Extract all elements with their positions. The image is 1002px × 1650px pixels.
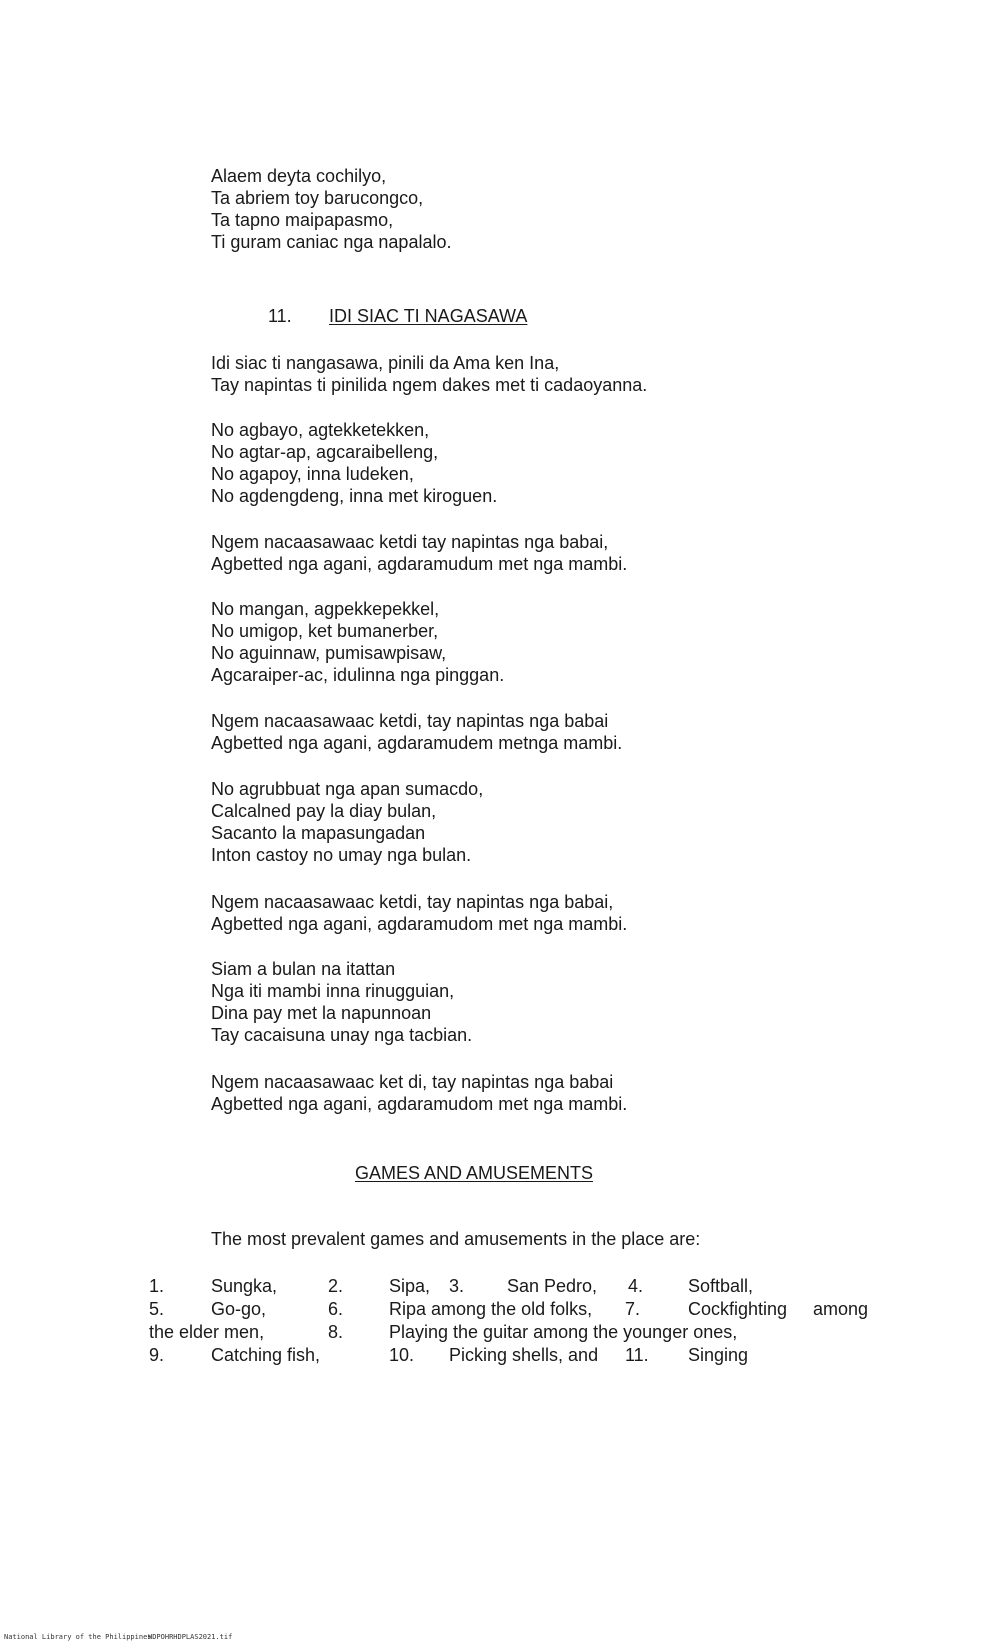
song-line: No aguinnaw, pumisawpisaw,	[211, 643, 447, 663]
poem-line: Ta tapno maipapasmo,	[211, 210, 394, 230]
games-num: 1.	[149, 1276, 165, 1296]
games-num: 5.	[149, 1299, 165, 1319]
song-line: Agbetted nga agani, agdaramudom met nga mambi.	[211, 1094, 628, 1114]
song-line: Sacanto la mapasungadan	[211, 823, 426, 843]
games-item: Playing the guitar among the younger ones,	[389, 1322, 738, 1342]
song-line: No agapoy, inna ludeken,	[211, 464, 414, 484]
song-title: IDI SIAC TI NAGASAWA	[329, 306, 528, 326]
song-line: Ngem nacaasawaac ketdi, tay napintas nga babai	[211, 711, 609, 731]
song-line: Dina pay met la napunnoan	[211, 1003, 432, 1023]
games-item-cont: the elder men,	[149, 1322, 265, 1342]
song-stanza	[211, 710, 622, 754]
song-line: Inton castoy no umay nga bulan.	[211, 845, 472, 865]
song-line: Agbetted nga agani, agdaramudom met nga mambi.	[211, 914, 628, 934]
song-line: Agbetted nga agani, agdaramudum met nga mambi.	[211, 554, 628, 574]
games-num: 10.	[389, 1345, 415, 1365]
song-line: Ngem nacaasawaac ketdi, tay napintas nga babai,	[211, 892, 614, 912]
games-item: Sipa,	[389, 1276, 431, 1296]
games-item-cont: among	[813, 1299, 869, 1319]
song-stanza	[211, 352, 647, 396]
games-num: 3.	[449, 1276, 465, 1296]
song-stanza	[211, 958, 472, 1046]
games-item: Picking shells, and	[449, 1345, 599, 1365]
song-line: Tay cacaisuna unay nga tacbian.	[211, 1025, 473, 1045]
games-item: Go-go,	[211, 1299, 267, 1319]
footer-library: National Library of the Philippines	[4, 1633, 152, 1641]
song-stanza	[211, 778, 483, 866]
song-stanza	[211, 598, 504, 686]
song-line: Idi siac ti nangasawa, pinili da Ama ken Ina,	[211, 353, 560, 373]
song-line: Ngem nacaasawaac ketdi tay napintas nga babai,	[211, 532, 609, 552]
games-num: 4.	[628, 1276, 644, 1296]
song-line: No mangan, agpekkepekkel,	[211, 599, 440, 619]
games-item: Cockfighting	[688, 1299, 788, 1319]
games-intro: The most prevalent games and amusements in the place are:	[211, 1229, 701, 1249]
games-item: Ripa among the old folks,	[389, 1299, 593, 1319]
poem-line: Alaem deyta cochilyo,	[211, 166, 387, 186]
games-num: 9.	[149, 1345, 165, 1365]
poem-top-stanza	[211, 165, 451, 253]
games-num: 8.	[328, 1322, 344, 1342]
song-line: Ngem nacaasawaac ket di, tay napintas nga babai	[211, 1072, 614, 1092]
poem-line: Ta abriem toy barucongco,	[211, 188, 424, 208]
song-number: 11.	[268, 306, 292, 326]
song-stanza	[211, 891, 627, 935]
song-line: No agtar-ap, agcaraibelleng,	[211, 442, 439, 462]
games-item: Sungka,	[211, 1276, 278, 1296]
song-stanza	[211, 419, 497, 507]
song-line: Calcalned pay la diay bulan,	[211, 801, 437, 821]
song-line: No umigop, ket bumanerber,	[211, 621, 439, 641]
song-stanza	[211, 1071, 627, 1115]
games-item: Catching fish,	[211, 1345, 321, 1365]
games-num: 6.	[328, 1299, 344, 1319]
games-num: 7.	[625, 1299, 641, 1319]
games-num: 2.	[328, 1276, 344, 1296]
song-stanza	[211, 531, 627, 575]
song-line: Tay napintas ti pinilida ngem dakes met ti cadaoyanna.	[211, 375, 648, 395]
poem-line: Ti guram caniac nga napalalo.	[211, 232, 452, 252]
song-line: No agdengdeng, inna met kiroguen.	[211, 486, 498, 506]
footer-filename: HDPOHRHDPLAS2021.tif	[148, 1633, 233, 1641]
games-item: Singing	[688, 1345, 749, 1365]
games-num: 11.	[625, 1345, 649, 1365]
song-line: Nga iti mambi inna rinugguian,	[211, 981, 455, 1001]
games-heading: GAMES AND AMUSEMENTS	[355, 1163, 594, 1183]
games-item: San Pedro,	[507, 1276, 598, 1296]
song-line: No agbayo, agtekketekken,	[211, 420, 430, 440]
song-line: No agrubbuat nga apan sumacdo,	[211, 779, 484, 799]
song-line: Siam a bulan na itattan	[211, 959, 396, 979]
games-item: Softball,	[688, 1276, 754, 1296]
song-line: Agcaraiper-ac, idulinna nga pinggan.	[211, 665, 505, 685]
song-line: Agbetted nga agani, agdaramudem metnga mambi.	[211, 733, 623, 753]
